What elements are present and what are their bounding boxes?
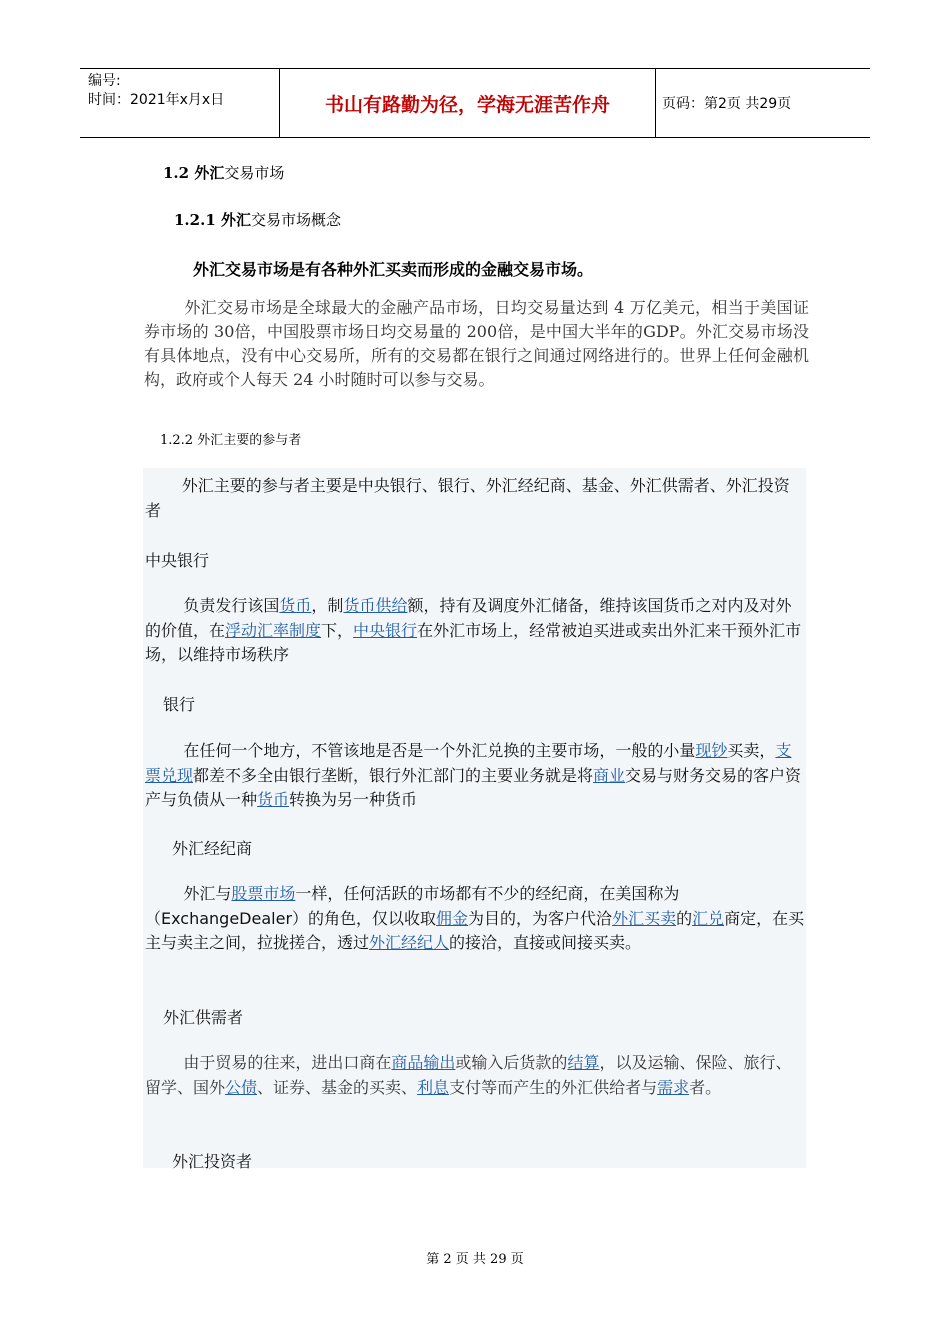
link-check-cashing[interactable]: 支票兑现 (145, 741, 792, 785)
link-demand[interactable]: 需求 (657, 1077, 690, 1097)
link-floating-rate[interactable]: 浮动汇率制度 (225, 620, 322, 640)
investor-heading: 外汇投资者 (172, 1152, 253, 1171)
broker-text-1: 外汇与 (183, 884, 232, 903)
header-motto: 书山有路勤为径，学海无涯苦作舟 (280, 69, 656, 137)
bank-text-4: 交易与财务交易的客户资产与负债从一种 (145, 765, 802, 809)
central-bank-heading: 中央银行 (145, 551, 210, 570)
supply-text-6: 者。 (689, 1077, 722, 1097)
section-heading-1-2-1 (174, 209, 341, 230)
link-money-supply[interactable]: 货币供给 (343, 596, 408, 615)
link-public-bond[interactable]: 公债 (225, 1077, 258, 1097)
market-description-text: 外汇交易市场是全球最大的金融产品市场，日均交易量达到 4 万亿美元，相当于美国证券市场的 30倍，中国股票市场日均交易量的 200倍，是中国大半年的GDP。外汇交易市场没有具体地点，没有中心交易所，所有的交易都在银行之间通过网络进行的。世界上任何金融机构，政府或个人每天 24 小时随时可以参与交易。 (144, 298, 809, 389)
section-heading-1-2-1-num: 1.2.1 外汇 (174, 211, 251, 229)
broker-text-6: 的接洽，直接或间接买卖。 (449, 933, 642, 952)
central-bank-text-2: ，制 (311, 596, 344, 615)
bank-text-1: 在任何一个地方，不管该地是否是一个外汇兑换的主要市场，一般的小量 (183, 741, 696, 760)
link-fx-broker[interactable]: 外汇经纪人 (369, 933, 450, 952)
broker-text-5: 商定，在买主与卖主之间，拉拢搓合，透过 (145, 908, 805, 952)
broker-heading: 外汇经纪商 (172, 839, 253, 858)
link-currency[interactable]: 货币 (279, 596, 312, 615)
link-settlement[interactable]: 结算 (567, 1053, 600, 1072)
participants-intro (145, 474, 805, 523)
central-bank-paragraph (145, 594, 805, 668)
supply-demand-paragraph (145, 1051, 805, 1100)
section-heading-1-2-2: 1.2.2 外汇主要的参与者 (160, 433, 302, 448)
lead-sentence: 外汇交易市场是有各种外汇买卖而形成的金融交易市场。 (193, 260, 594, 279)
header-time-label: 时间：2021年x月x日 (88, 92, 225, 108)
link-currency-2[interactable]: 货币 (257, 790, 290, 809)
link-cash[interactable]: 现钞 (695, 741, 728, 760)
supply-text-5: 支付等而产生的外汇供给者与 (449, 1077, 658, 1097)
link-interest[interactable]: 利息 (417, 1077, 450, 1097)
central-bank-text-5: 在外汇市场上，经常被迫买进或卖出外汇来干预外汇市场，以维持市场秩序 (145, 620, 802, 664)
broker-paragraph (145, 882, 805, 956)
market-description-paragraph (144, 296, 809, 392)
bank-heading: 银行 (163, 695, 196, 714)
section-heading-1-2 (163, 162, 284, 183)
link-central-bank[interactable]: 中央银行 (353, 620, 418, 640)
header-number-label: 编号: (88, 73, 121, 89)
link-commerce[interactable]: 商业 (593, 765, 626, 785)
header-left-cell (80, 69, 280, 137)
broker-text-3: 为目的，为客户代洽 (468, 908, 613, 928)
bank-paragraph (145, 739, 805, 813)
supply-text-4: 、证券、基金的买卖、 (257, 1077, 418, 1097)
link-fx-trading[interactable]: 外汇买卖 (612, 908, 677, 928)
page-header (80, 68, 870, 138)
header-page-info: 页码：第2页 共29页 (662, 96, 792, 112)
supply-text-1: 由于贸易的往来，进出口商在 (183, 1053, 392, 1072)
link-stock-market[interactable]: 股票市场 (231, 884, 296, 903)
link-goods-export[interactable]: 商品输出 (391, 1053, 456, 1072)
link-commission[interactable]: 佣金 (436, 908, 469, 928)
participants-intro-text: 外汇主要的参与者主要是中央银行、银行、外汇经纪商、基金、外汇供需者、外汇投资者 (145, 476, 790, 520)
link-exchange[interactable]: 汇兑 (692, 908, 725, 928)
central-bank-text-4: 下， (321, 620, 354, 640)
supply-demand-heading: 外汇供需者 (163, 1008, 244, 1027)
broker-text-4: 的 (676, 908, 693, 928)
central-bank-text-1: 负责发行该国 (183, 596, 280, 615)
bank-text-3: 都差不多全由银行垄断，银行外汇部门的主要业务就是将 (193, 765, 594, 785)
bank-text-2: 买卖， (727, 741, 776, 760)
page-footer: 第 2 页 共 29 页 (426, 1252, 524, 1267)
section-heading-1-2-1-rest: 交易市场概念 (250, 211, 341, 229)
central-bank-text-3: 额，持有及调度外汇储备，维持该国货币之对内及对外的价值，在 (145, 596, 792, 640)
section-heading-1-2-rest: 交易市场 (224, 164, 285, 182)
section-heading-1-2-num: 1.2 外汇 (163, 164, 225, 182)
bank-text-5: 转换为另一种货币 (289, 790, 418, 809)
broker-text-2: 一样，任何活跃的市场都有不少的经纪商，在美国称为（ExchangeDealer）的角色，仅以收取 (145, 884, 680, 928)
supply-text-2: 或输入后货款的 (455, 1053, 568, 1072)
supply-text-3: ，以及运输、保险、旅行、留学、国外 (145, 1053, 792, 1097)
